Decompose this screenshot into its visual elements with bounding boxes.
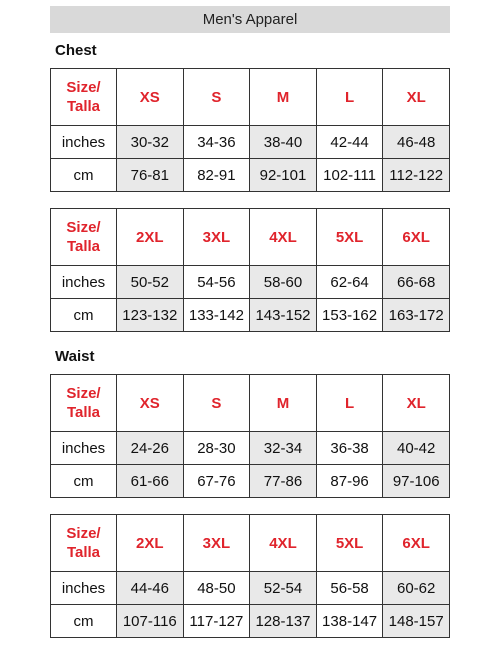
chest-table-1 <box>50 68 450 192</box>
inches-value-cell: 30-32 <box>117 126 184 159</box>
size-header-cell: 4XL <box>250 515 317 572</box>
waist-table-2 <box>50 514 450 638</box>
inches-value-cell: 50-52 <box>117 266 184 299</box>
inches-value-cell: 42-44 <box>316 126 383 159</box>
size-label-line2: Talla <box>66 238 101 255</box>
size-label-line2: Talla <box>66 544 101 561</box>
inches-label-cell: inches <box>51 126 117 159</box>
size-header-cell: L <box>316 375 383 432</box>
size-label-line2: Talla <box>66 404 101 421</box>
size-label-cell <box>51 375 117 432</box>
inches-value-cell: 52-54 <box>250 572 317 605</box>
size-header-row <box>51 69 450 126</box>
inches-value-cell: 24-26 <box>117 432 184 465</box>
size-label-cell <box>51 515 117 572</box>
inches-label-cell: inches <box>51 432 117 465</box>
waist-section-title: Waist <box>55 348 95 365</box>
cm-value-cell: 148-157 <box>383 605 450 638</box>
size-header-cell: 2XL <box>117 209 184 266</box>
size-header-cell: M <box>250 69 317 126</box>
cm-row <box>51 605 450 638</box>
size-header-cell: M <box>250 375 317 432</box>
cm-row <box>51 299 450 332</box>
cm-row <box>51 465 450 498</box>
page-banner: Men's Apparel <box>50 6 450 33</box>
inches-label-cell: inches <box>51 266 117 299</box>
cm-value-cell: 128-137 <box>250 605 317 638</box>
cm-value-cell: 61-66 <box>117 465 184 498</box>
inches-value-cell: 36-38 <box>316 432 383 465</box>
size-header-cell: 5XL <box>316 209 383 266</box>
size-header-cell: 3XL <box>183 515 250 572</box>
size-header-cell: XS <box>117 69 184 126</box>
size-header-row <box>51 375 450 432</box>
size-label-line1: Size/ <box>66 525 101 542</box>
size-label-cell <box>51 69 117 126</box>
cm-value-cell: 163-172 <box>383 299 450 332</box>
cm-label-cell: cm <box>51 299 117 332</box>
cm-value-cell: 97-106 <box>383 465 450 498</box>
size-header-cell: 4XL <box>250 209 317 266</box>
size-label-cell <box>51 209 117 266</box>
cm-value-cell: 153-162 <box>316 299 383 332</box>
size-header-row <box>51 209 450 266</box>
size-header-cell: S <box>183 69 250 126</box>
cm-value-cell: 87-96 <box>316 465 383 498</box>
cm-value-cell: 67-76 <box>183 465 250 498</box>
cm-value-cell: 133-142 <box>183 299 250 332</box>
cm-value-cell: 102-111 <box>316 159 383 192</box>
waist-table-1 <box>50 374 450 498</box>
inches-value-cell: 38-40 <box>250 126 317 159</box>
cm-value-cell: 76-81 <box>117 159 184 192</box>
inches-value-cell: 46-48 <box>383 126 450 159</box>
cm-value-cell: 138-147 <box>316 605 383 638</box>
cm-value-cell: 123-132 <box>117 299 184 332</box>
inches-value-cell: 56-58 <box>316 572 383 605</box>
inches-row <box>51 572 450 605</box>
size-label-line1: Size/ <box>66 385 101 402</box>
inches-row <box>51 126 450 159</box>
cm-value-cell: 143-152 <box>250 299 317 332</box>
inches-value-cell: 44-46 <box>117 572 184 605</box>
inches-value-cell: 60-62 <box>383 572 450 605</box>
cm-value-cell: 107-116 <box>117 605 184 638</box>
size-label-line1: Size/ <box>66 79 101 96</box>
size-header-cell: 2XL <box>117 515 184 572</box>
cm-value-cell: 82-91 <box>183 159 250 192</box>
cm-value-cell: 112-122 <box>383 159 450 192</box>
inches-value-cell: 54-56 <box>183 266 250 299</box>
chest-table-2 <box>50 208 450 332</box>
cm-label-cell: cm <box>51 159 117 192</box>
size-header-cell: 3XL <box>183 209 250 266</box>
cm-value-cell: 117-127 <box>183 605 250 638</box>
inches-value-cell: 48-50 <box>183 572 250 605</box>
cm-label-cell: cm <box>51 605 117 638</box>
inches-row <box>51 266 450 299</box>
size-header-cell: XL <box>383 375 450 432</box>
size-header-row <box>51 515 450 572</box>
size-header-cell: 6XL <box>383 209 450 266</box>
size-header-cell: L <box>316 69 383 126</box>
inches-value-cell: 58-60 <box>250 266 317 299</box>
inches-value-cell: 32-34 <box>250 432 317 465</box>
size-header-cell: 5XL <box>316 515 383 572</box>
cm-value-cell: 92-101 <box>250 159 317 192</box>
inches-label-cell: inches <box>51 572 117 605</box>
cm-value-cell: 77-86 <box>250 465 317 498</box>
cm-row <box>51 159 450 192</box>
size-header-cell: XL <box>383 69 450 126</box>
inches-value-cell: 62-64 <box>316 266 383 299</box>
size-header-cell: XS <box>117 375 184 432</box>
size-header-cell: 6XL <box>383 515 450 572</box>
inches-value-cell: 34-36 <box>183 126 250 159</box>
size-header-cell: S <box>183 375 250 432</box>
cm-label-cell: cm <box>51 465 117 498</box>
inches-value-cell: 40-42 <box>383 432 450 465</box>
inches-row <box>51 432 450 465</box>
inches-value-cell: 66-68 <box>383 266 450 299</box>
size-label-line1: Size/ <box>66 219 101 236</box>
chest-section-title: Chest <box>55 42 97 59</box>
size-label-line2: Talla <box>66 98 101 115</box>
inches-value-cell: 28-30 <box>183 432 250 465</box>
